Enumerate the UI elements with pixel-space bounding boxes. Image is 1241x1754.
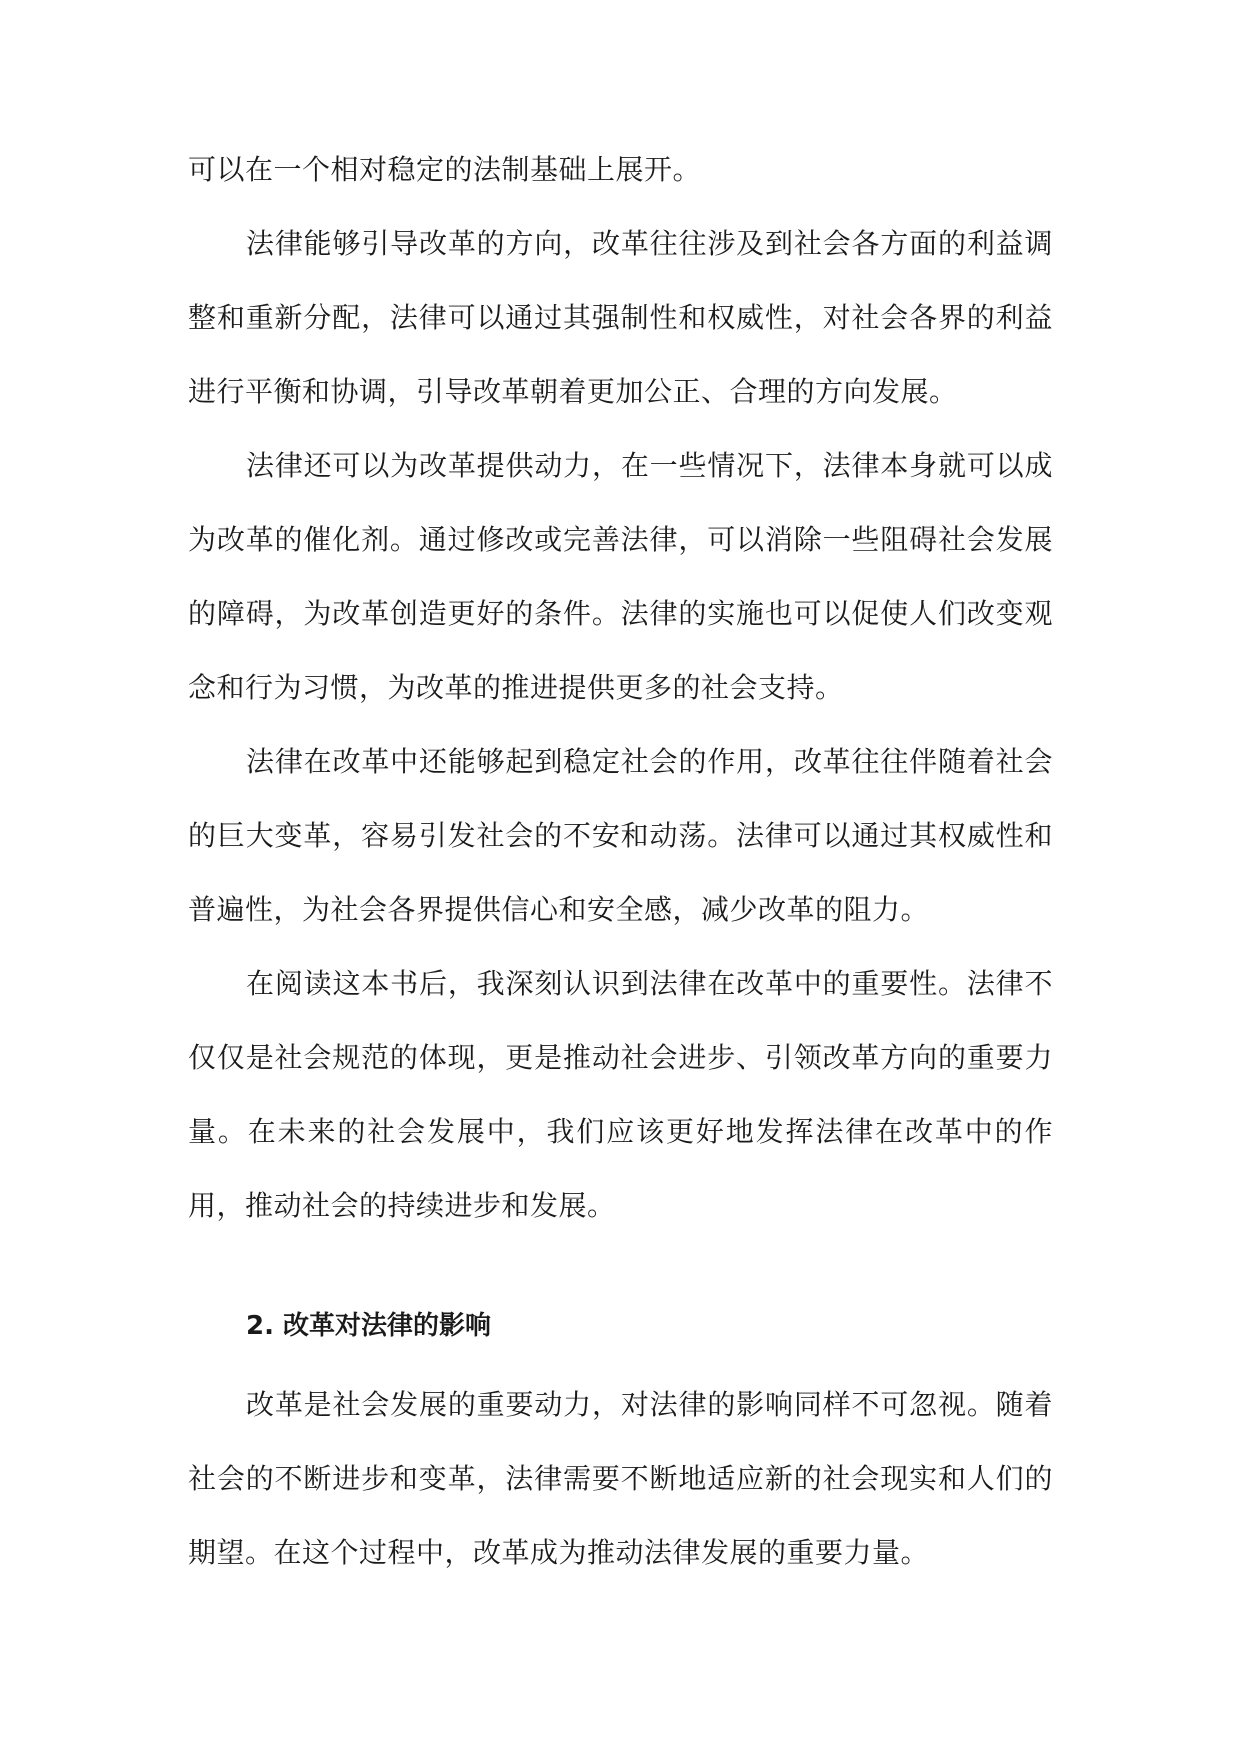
paragraph-law-guides-reform: 法律能够引导改革的方向，改革往往涉及到社会各方面的利益调整和重新分配，法律可以通过其强制性和权威性，对社会各界的利益进行平衡和协调，引导改革朝着更加公正、合理的方向发展。 <box>188 227 1053 408</box>
paragraph-continuation: 可以在一个相对稳定的法制基础上展开。 <box>188 153 702 186</box>
paragraph-reflection: 在阅读这本书后，我深刻认识到法律在改革中的重要性。法律不仅仅是社会规范的体现，更是推动社会进步、引领改革方向的重要力量。在未来的社会发展中，我们应该更好地发挥法律在改革中的作用，推动社会的持续进步和发展。 <box>188 967 1053 1222</box>
paragraph-reform-impacts-law: 改革是社会发展的重要动力，对法律的影响同样不可忽视。随着社会的不断进步和变革，法律需要不断地适应新的社会现实和人们的期望。在这个过程中，改革成为推动法律发展的重要力量。 <box>188 1388 1053 1569</box>
body-text-bottom <box>188 1368 1053 1590</box>
paragraph-law-drives-reform: 法律还可以为改革提供动力，在一些情况下，法律本身就可以成为改革的催化剂。通过修改或完善法律，可以消除一些阻碍社会发展的障碍，为改革创造更好的条件。法律的实施也可以促使人们改变观念和行为习惯，为改革的推进提供更多的社会支持。 <box>188 449 1053 704</box>
section-heading-block <box>188 1289 1053 1363</box>
section-heading: 2. 改革对法律的影响 <box>246 1311 492 1341</box>
paragraph-law-stabilizes-society: 法律在改革中还能够起到稳定社会的作用，改革往往伴随着社会的巨大变革，容易引发社会的不安和动荡。法律可以通过其权威性和普遍性，为社会各界提供信心和安全感，减少改革的阻力。 <box>188 745 1053 926</box>
body-text-top <box>188 133 1053 1243</box>
